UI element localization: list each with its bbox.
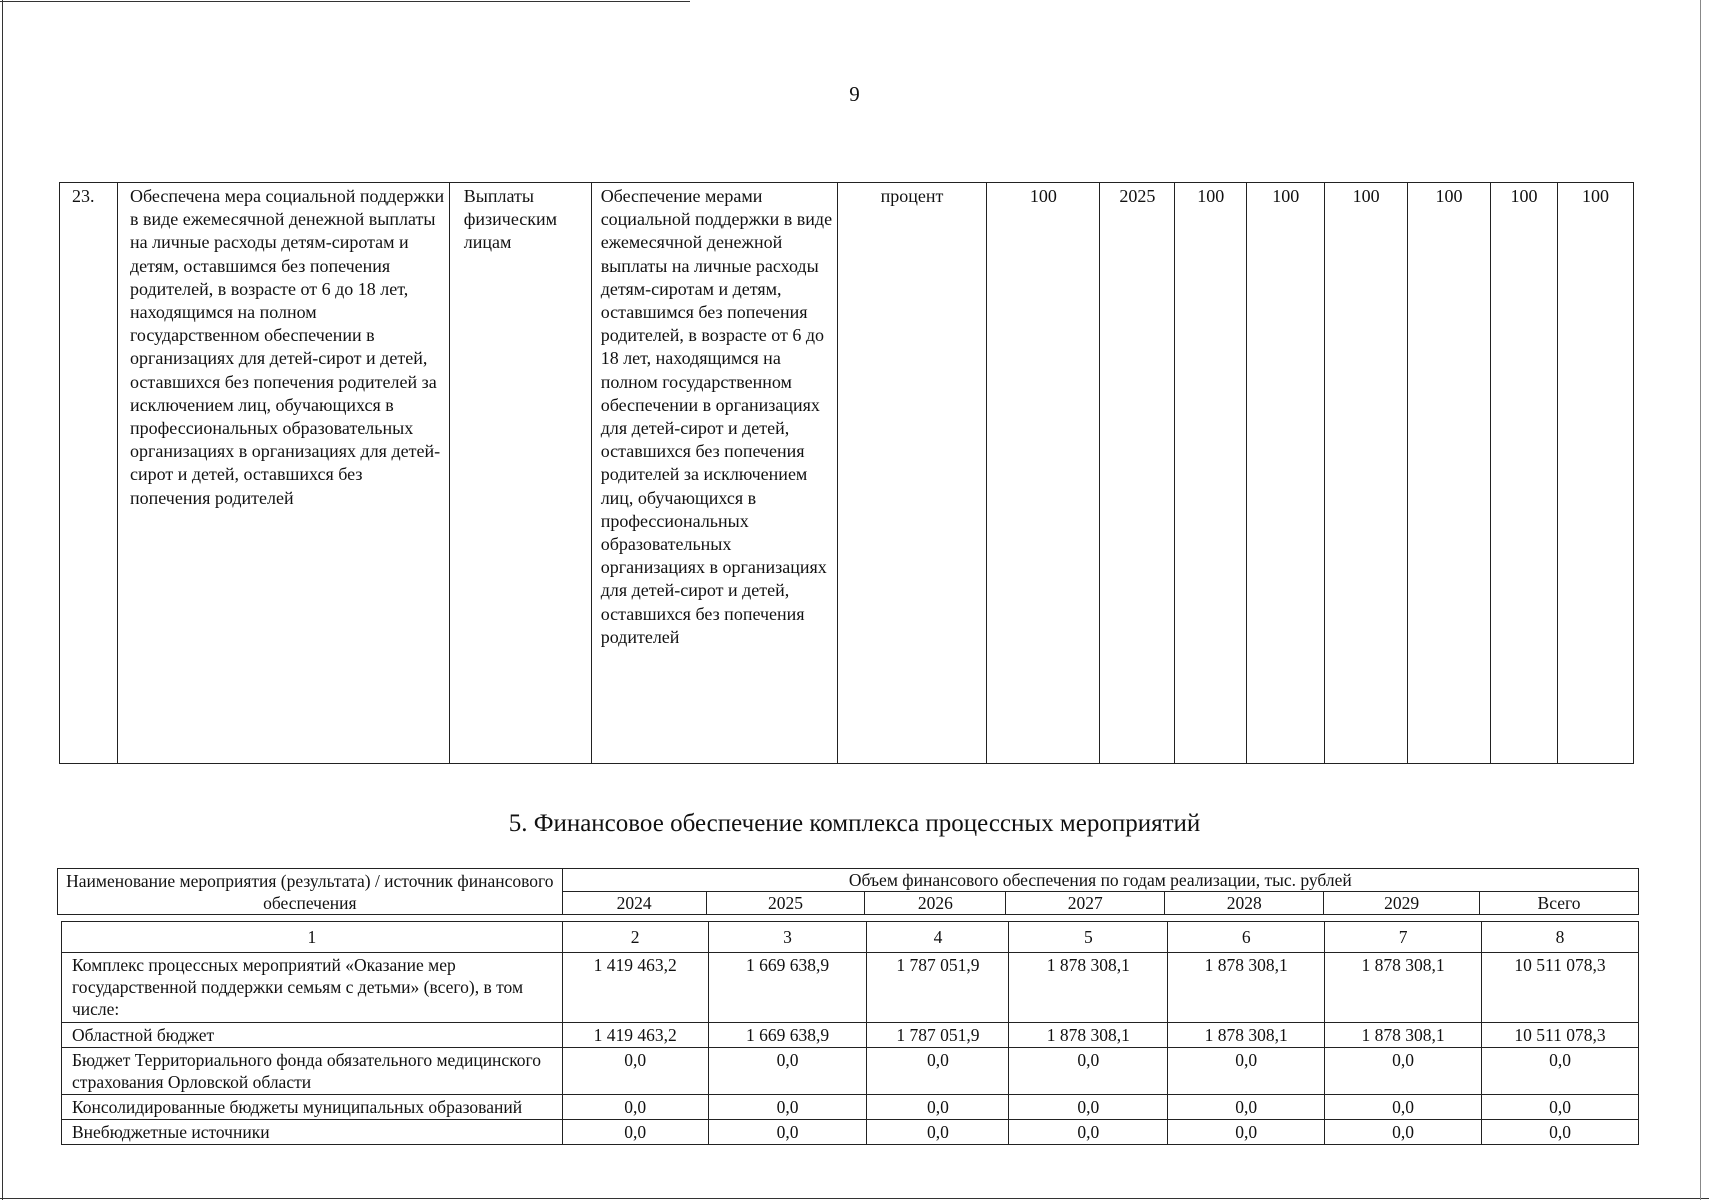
header-volume: Объем финансового обеспечения по годам реализации, тыс. рублей bbox=[562, 869, 1638, 892]
value-cell: 100 bbox=[1408, 183, 1491, 764]
value-cell: 10 511 078,3 bbox=[1482, 953, 1639, 1023]
year-header: 2028 bbox=[1165, 892, 1324, 915]
row-name: Областной бюджет bbox=[62, 1023, 563, 1048]
column-number: 8 bbox=[1482, 922, 1639, 953]
column-number: 5 bbox=[1009, 922, 1168, 953]
column-number: 7 bbox=[1325, 922, 1482, 953]
column-numbers-row bbox=[62, 922, 1639, 953]
result-description: Обеспечение мерами социальной поддержки в виде ежемесячной денежной выплаты на личные расходы детям-сиротам и детям, оставшимся без попечения родителей, в возрасте от 6 до 18 лет, находящимся на полном государственном обеспечении в организациях для детей-сирот и детей, оставшихся без попечения родителей за исключением лиц, обучающихся в профессиональных образовательных организациях в организациях для детей-сирот и детей, оставшихся без попечения родителей bbox=[591, 183, 837, 764]
value-cell: 100 bbox=[1325, 183, 1408, 764]
value-cell: 0,0 bbox=[1009, 1048, 1168, 1095]
value-cell: 0,0 bbox=[562, 1095, 708, 1120]
year-header: 2024 bbox=[562, 892, 706, 915]
value-cell: 1 419 463,2 bbox=[562, 953, 708, 1023]
value-cell: 100 bbox=[1175, 183, 1247, 764]
row-name: Комплекс процессных мероприятий «Оказание мер государственной поддержки семьям с детьми» (всего), в том числе: bbox=[62, 953, 563, 1023]
value-cell: 1 669 638,9 bbox=[708, 1023, 867, 1048]
year-header: 2026 bbox=[865, 892, 1006, 915]
value-cell: 100 bbox=[1247, 183, 1325, 764]
table-row bbox=[62, 1048, 1639, 1095]
value-cell: 0,0 bbox=[867, 1120, 1009, 1145]
row-name: Бюджет Территориального фонда обязательного медицинского страхования Орловской области bbox=[62, 1048, 563, 1095]
table-row bbox=[62, 1095, 1639, 1120]
scan-border-top bbox=[0, 1, 690, 2]
page-number: 9 bbox=[849, 82, 860, 106]
year-header: 2029 bbox=[1324, 892, 1480, 915]
value-cell: 0,0 bbox=[1168, 1048, 1325, 1095]
column-number: 4 bbox=[867, 922, 1009, 953]
value-cell: 1 878 308,1 bbox=[1168, 1023, 1325, 1048]
scan-border-left bbox=[2, 0, 3, 1200]
value-cell: 0,0 bbox=[562, 1120, 708, 1145]
value-cell: 0,0 bbox=[562, 1048, 708, 1095]
value-cell: 0,0 bbox=[1325, 1048, 1482, 1095]
value-cell: 0,0 bbox=[708, 1120, 867, 1145]
value-cell: 0,0 bbox=[708, 1048, 867, 1095]
value-cell: 1 419 463,2 bbox=[562, 1023, 708, 1048]
value-cell: 0,0 bbox=[1168, 1120, 1325, 1145]
value-cell: 0,0 bbox=[1009, 1120, 1168, 1145]
value-cell: 100 bbox=[1557, 183, 1633, 764]
value-cell: 0,0 bbox=[1009, 1095, 1168, 1120]
table-row bbox=[62, 1120, 1639, 1145]
value-cell: 1 878 308,1 bbox=[1009, 1023, 1168, 1048]
value-cell: 0,0 bbox=[1482, 1048, 1639, 1095]
table-row bbox=[62, 953, 1639, 1023]
finance-table-header bbox=[57, 868, 1639, 915]
header-name: Наименование мероприятия (результата) / источник финансового обеспечения bbox=[58, 869, 563, 915]
value-cell: 100 bbox=[1491, 183, 1558, 764]
row-name: Внебюджетные источники bbox=[62, 1120, 563, 1145]
header-row bbox=[58, 869, 1639, 892]
year-header: Всего bbox=[1480, 892, 1639, 915]
value-cell: 0,0 bbox=[1482, 1120, 1639, 1145]
column-number: 1 bbox=[62, 922, 563, 953]
value-cell: 0,0 bbox=[867, 1048, 1009, 1095]
value-cell: 0,0 bbox=[1325, 1095, 1482, 1120]
result-type: Выплаты физическим лицам bbox=[449, 183, 591, 764]
base-year: 2025 bbox=[1100, 183, 1175, 764]
value-cell: 0,0 bbox=[1482, 1095, 1639, 1120]
value-cell: 0,0 bbox=[708, 1095, 867, 1120]
value-cell: 1 878 308,1 bbox=[1325, 1023, 1482, 1048]
finance-table bbox=[61, 921, 1639, 1145]
table-row bbox=[62, 1023, 1639, 1048]
value-cell: 1 787 051,9 bbox=[867, 953, 1009, 1023]
value-cell: 1 787 051,9 bbox=[867, 1023, 1009, 1048]
value-cell: 0,0 bbox=[1168, 1095, 1325, 1120]
column-number: 6 bbox=[1168, 922, 1325, 953]
value-cell: 0,0 bbox=[867, 1095, 1009, 1120]
year-header: 2027 bbox=[1006, 892, 1165, 915]
column-number: 3 bbox=[708, 922, 867, 953]
value-cell: 1 878 308,1 bbox=[1325, 953, 1482, 1023]
section-title: 5. Финансовое обеспечение комплекса процессных мероприятий bbox=[508, 810, 1201, 837]
row-name: Консолидированные бюджеты муниципальных образований bbox=[62, 1095, 563, 1120]
row-number: 23. bbox=[60, 183, 118, 764]
value-cell: 0,0 bbox=[1325, 1120, 1482, 1145]
value-cell: 1 878 308,1 bbox=[1009, 953, 1168, 1023]
table-row bbox=[60, 183, 1634, 764]
value-cell: 1 878 308,1 bbox=[1168, 953, 1325, 1023]
base-value: 100 bbox=[987, 183, 1100, 764]
value-cell: 10 511 078,3 bbox=[1482, 1023, 1639, 1048]
results-table bbox=[59, 182, 1634, 764]
scan-border-right bbox=[1700, 0, 1701, 1200]
result-name: Обеспечена мера социальной поддержки в виде ежемесячной денежной выплаты на личные расходы детям-сиротам и детям, оставшимся без попечения родителей, в возрасте от 6 до 18 лет, находящимся на полном государственном обеспечении в организациях для детей-сирот и детей, оставшихся без попечения родителей за исключением лиц, обучающихся в профессиональных образовательных организациях в организациях для детей-сирот и детей, оставшихся без попечения родителей bbox=[117, 183, 449, 764]
unit: процент bbox=[837, 183, 987, 764]
year-header: 2025 bbox=[706, 892, 865, 915]
column-number: 2 bbox=[562, 922, 708, 953]
value-cell: 1 669 638,9 bbox=[708, 953, 867, 1023]
scan-border-bottom bbox=[0, 1198, 1709, 1199]
